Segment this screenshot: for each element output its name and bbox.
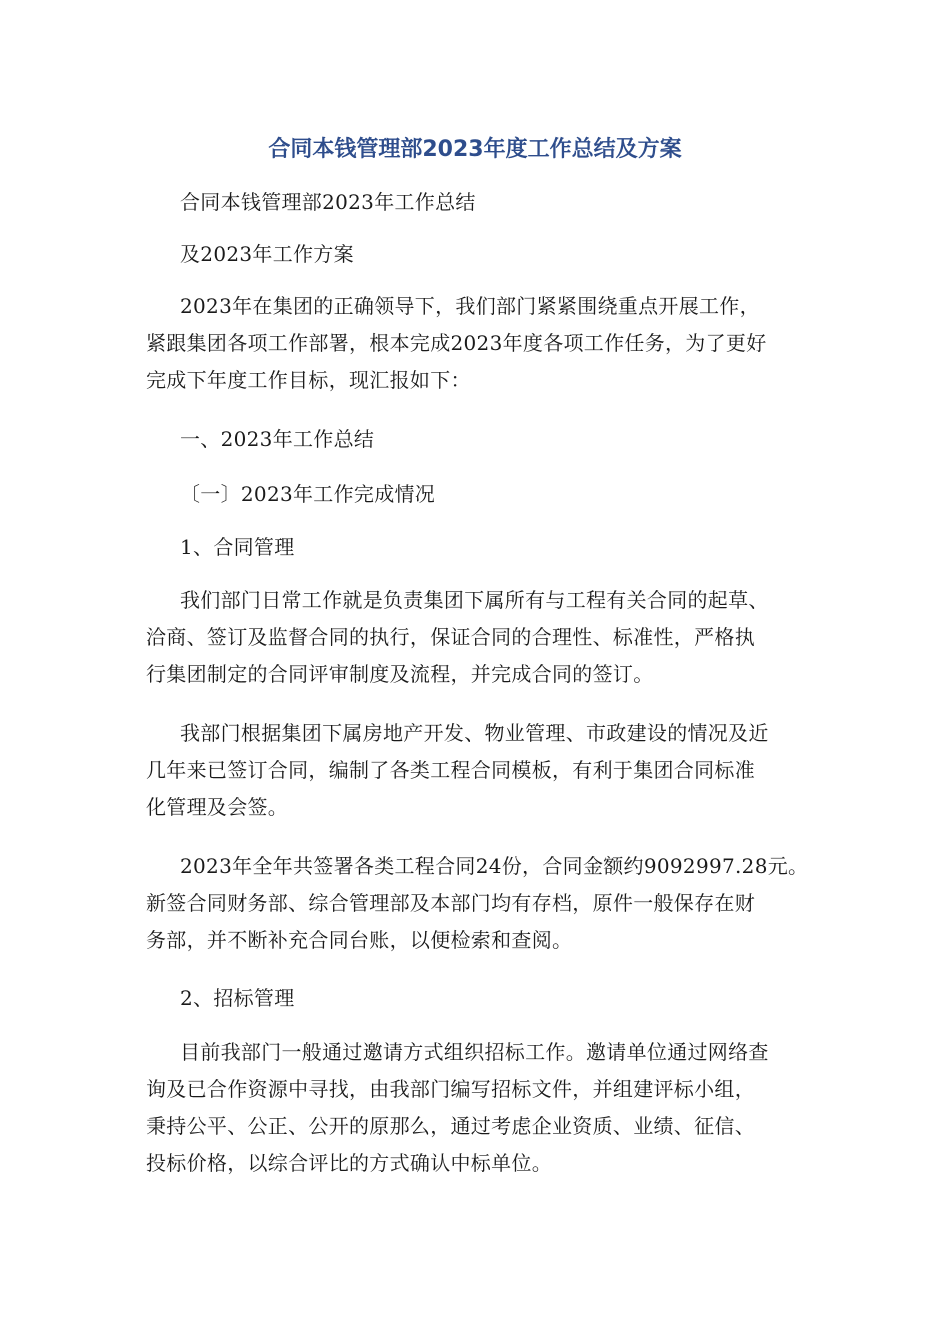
paragraph-subtitle-2 [146, 236, 826, 273]
paragraph-line: 2023年全年共签署各类工程合同24份，合同金额约9092997.28元。 [180, 854, 809, 878]
paragraph-line: 我们部门日常工作就是负责集团下属所有与工程有关合同的起草、 [180, 588, 769, 612]
paragraph-line: 询及已合作资源中寻找，由我部门编写招标文件，并组建评标小组， [146, 1077, 755, 1101]
paragraph-contract-templates [146, 715, 826, 826]
paragraph-line: 务部，并不断补充合同台账，以便检索和查阅。 [146, 928, 573, 952]
subsection-heading-1 [146, 476, 826, 513]
paragraph-line: 我部门根据集团下属房地产开发、物业管理、市政建设的情况及近 [180, 721, 769, 745]
paragraph-line: 一、2023年工作总结 [180, 427, 375, 451]
paragraph-line: 秉持公平、公正、公开的原那么，通过考虑企业资质、业绩、征信、 [146, 1114, 755, 1138]
paragraph-line: 紧跟集团各项工作部署，根本完成2023年度各项工作任务，为了更好 [146, 331, 767, 355]
paragraph-bidding [146, 1034, 826, 1182]
paragraph-line: 行集团制定的合同评审制度及流程，并完成合同的签订。 [146, 662, 654, 686]
paragraph-line: 〔一〕2023年工作完成情况 [180, 482, 436, 506]
paragraph-line: 2、招标管理 [180, 986, 295, 1010]
paragraph-contract-stats [146, 848, 826, 959]
paragraph-line: 投标价格，以综合评比的方式确认中标单位。 [146, 1151, 552, 1175]
paragraph-subtitle-1 [146, 184, 826, 221]
paragraph-line: 完成下年度工作目标，现汇报如下： [146, 368, 471, 392]
paragraph-line: 1、合同管理 [180, 535, 295, 559]
paragraph-line: 合同本钱管理部2023年工作总结 [180, 190, 476, 214]
item-heading-contract [146, 529, 826, 566]
paragraph-line: 洽商、签订及监督合同的执行，保证合同的合理性、标准性，严格执 [146, 625, 755, 649]
document-title: 合同本钱管理部2023年度工作总结及方案 [268, 137, 682, 162]
paragraph-line: 几年来已签订合同，编制了各类工程合同模板，有利于集团合同标准 [146, 758, 755, 782]
paragraph-line: 2023年在集团的正确领导下，我们部门紧紧围绕重点开展工作， [180, 294, 760, 318]
item-heading-bidding [146, 980, 826, 1017]
paragraph-intro [146, 288, 826, 399]
paragraph-contract-duties [146, 582, 826, 693]
paragraph-line: 目前我部门一般通过邀请方式组织招标工作。邀请单位通过网络查 [180, 1040, 769, 1064]
paragraph-line: 新签合同财务部、综合管理部及本部门均有存档，原件一般保存在财 [146, 891, 755, 915]
paragraph-line: 及2023年工作方案 [180, 242, 354, 266]
section-heading-1 [146, 421, 826, 458]
paragraph-line: 化管理及会签。 [146, 795, 289, 819]
